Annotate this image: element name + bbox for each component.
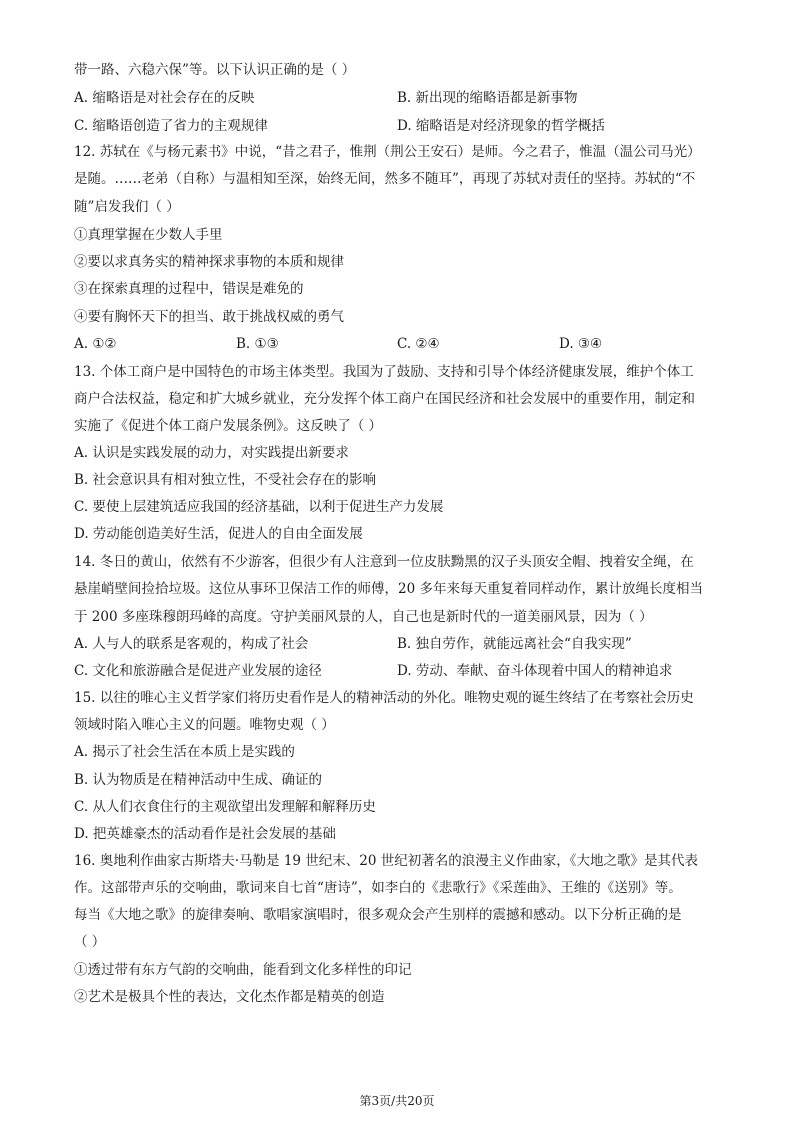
q16-statement: ①透过带有东方气韵的交响曲，能看到文化多样性的印记 <box>74 962 412 978</box>
q12-statement: ③在探索真理的过程中，错误是难免的 <box>74 281 304 297</box>
q14-stem-line: 悬崖峭壁间捡拾垃圾。这位从事环卫保洁工作的师傅，20 多年来每天重复着同样动作，累计放绳长度相当 <box>74 581 703 597</box>
q15-option-b: B. 认为物质是在精神活动中生成、确证的 <box>74 772 323 788</box>
q12-option-d: D. ③④ <box>559 336 603 352</box>
q14-stem-line: 于 200 多座珠穆朗玛峰的高度。守护美丽风景的人，自己也是新时代的一道美丽风景，因为（ ） <box>74 609 653 625</box>
q11-option-b: B. 新出现的缩略语都是新事物 <box>397 90 578 106</box>
q13-stem-line: 13. 个体工商户是中国特色的市场主体类型。我国为了鼓励、支持和引导个体经济健康发展，维护个体工 <box>74 364 694 380</box>
q16-stem-line: 每当《大地之歌》的旋律奏响、歌唱家演唱时，很多观众会产生别样的震撼和感动。以下分析正确的是 <box>74 907 682 923</box>
q16-stem-line: （ ） <box>74 934 106 950</box>
q12-statement: ①真理掌握在少数人手里 <box>74 227 223 243</box>
q13-option-a: A. 认识是实践发展的动力，对实践提出新要求 <box>74 445 349 461</box>
q11-option-d: D. 缩略语是对经济现象的哲学概括 <box>397 118 605 134</box>
q14-option-c: C. 文化和旅游融合是促进产业发展的途径 <box>74 663 322 679</box>
q16-statement: ②艺术是极具个性的表达，文化杰作都是精英的创造 <box>74 989 385 1005</box>
q12-stem-line: 是随。……老弟（自称）与温相知至深，始终无间，然多不随耳”，再现了苏轼对责任的坚持。苏轼的“不 <box>74 171 696 187</box>
q14-stem-line: 14. 冬日的黄山，依然有不少游客，但很少有人注意到一位皮肤黝黑的汉子头顶安全帽、拽着安全绳，在 <box>74 554 694 570</box>
q13-option-d: D. 劳动能创造美好生活，促进人的自由全面发展 <box>74 526 363 542</box>
q13-stem-line: 商户合法权益，稳定和扩大城乡就业，充分发挥个体工商户在国民经济和社会发展中的重要作用，制定和 <box>74 391 695 407</box>
q12-stem-line: 随”启发我们（ ） <box>74 199 180 215</box>
q12-option-c: C. ②④ <box>397 336 440 352</box>
q16-stem-line: 16. 奥地利作曲家古斯塔夫·马勒是 19 世纪末、20 世纪初著名的浪漫主义作曲家，《大地之歌》是其代表 <box>74 853 699 869</box>
q12-statement: ④要有胸怀天下的担当、敢于挑战权威的勇气 <box>74 309 344 325</box>
q15-stem-line: 领域时陷入唯心主义的问题。唯物史观（ ） <box>74 717 335 733</box>
q12-statement: ②要以求真务实的精神探求事物的本质和规律 <box>74 254 344 270</box>
q13-option-c: C. 要使上层建筑适应我国的经济基础，以利于促进生产力发展 <box>74 499 444 515</box>
q14-option-a: A. 人与人的联系是客观的，构成了社会 <box>74 636 309 652</box>
q12-stem-line: 12. 苏轼在《与杨元素书》中说，“昔之君子，惟荆（荆公王安石）是师。今之君子，惟温（温公司马光） <box>74 144 701 160</box>
q14-option-b: B. 独自劳作，就能远离社会“自我实现” <box>397 636 632 652</box>
q15-option-d: D. 把英雄豪杰的活动看作是社会发展的基础 <box>74 826 336 842</box>
page-number: 第3页/共20页 <box>359 1094 435 1108</box>
q15-stem-line: 15. 以往的唯心主义哲学家们将历史看作是人的精神活动的外化。唯物史观的诞生终结了在考察社会历史 <box>74 690 694 706</box>
q16-stem-line: 作。这部带声乐的交响曲，歌词来自七首“唐诗”，如李白的《悲歌行》《采莲曲》、王维的《送别》等。 <box>74 880 682 896</box>
q13-option-b: B. 社会意识具有相对独立性，不受社会存在的影响 <box>74 472 377 488</box>
q12-option-a: A. ①② <box>74 336 117 352</box>
q11-stem-line: 带一路、六稳六保”等。以下认识正确的是（ ） <box>74 62 356 78</box>
q11-option-c: C. 缩略语创造了省力的主观规律 <box>74 118 268 134</box>
q13-stem-line: 实施了《促进个体工商户发展条例》。这反映了（ ） <box>74 418 383 434</box>
q12-option-b: B. ①③ <box>236 336 279 352</box>
q15-option-a: A. 揭示了社会生活在本质上是实践的 <box>74 744 295 760</box>
q15-option-c: C. 从人们衣食住行的主观欲望出发理解和解释历史 <box>74 799 376 815</box>
q14-option-d: D. 劳动、奉献、奋斗体现着中国人的精神追求 <box>397 663 673 679</box>
q11-option-a: A. 缩略语是对社会存在的反映 <box>74 90 255 106</box>
